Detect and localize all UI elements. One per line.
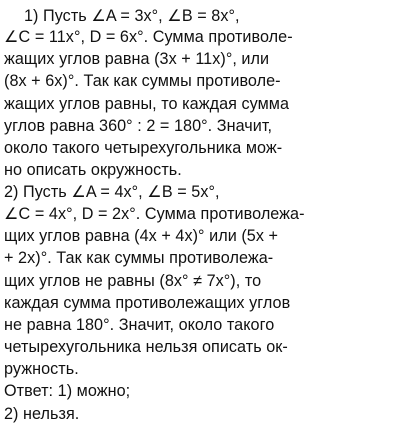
text-line-15: не равна 180°. Значит, около такого xyxy=(4,316,275,334)
text-line-9: 2) Пусть ∠A = 4x°, ∠B = 5x°, xyxy=(4,183,220,201)
text-line-16: четырехугольника нельзя описать ок- xyxy=(4,338,288,356)
text-line-1: 1) Пусть ∠A = 3x°, ∠B = 8x°, xyxy=(24,7,240,25)
answer-line-2: 2) нельзя. xyxy=(4,405,80,423)
text-line-7: около такого четырехугольника мож- xyxy=(4,139,283,157)
text-line-11: щих углов равна (4x + 4x)° или (5x + xyxy=(4,227,279,245)
text-line-17: ружность. xyxy=(4,360,79,378)
text-line-5: жащих углов равны, то каждая сумма xyxy=(4,95,290,113)
text-line-2: ∠C = 11x°, D = 6x°. Сумма противоле- xyxy=(4,28,293,46)
text-line-14: каждая сумма противолежащих углов xyxy=(4,294,291,312)
answer-line: Ответ: 1) можно; xyxy=(4,382,131,400)
text-line-13: щих углов не равны (8x° ≠ 7x°), то xyxy=(4,272,262,290)
text-line-8: но описать окружность. xyxy=(4,161,182,179)
text-line-6: углов равна 360° : 2 = 180°. Значит, xyxy=(4,117,273,135)
text-line-12: + 2x)°. Так как суммы противолежа- xyxy=(4,249,274,267)
text-line-3: жащих углов равна (3x + 11x)°, или xyxy=(4,50,270,68)
text-line-10: ∠C = 4x°, D = 2x°. Сумма противолежа- xyxy=(4,205,305,223)
text-line-4: (8x + 6x)°. Так как суммы противоле- xyxy=(4,72,281,90)
